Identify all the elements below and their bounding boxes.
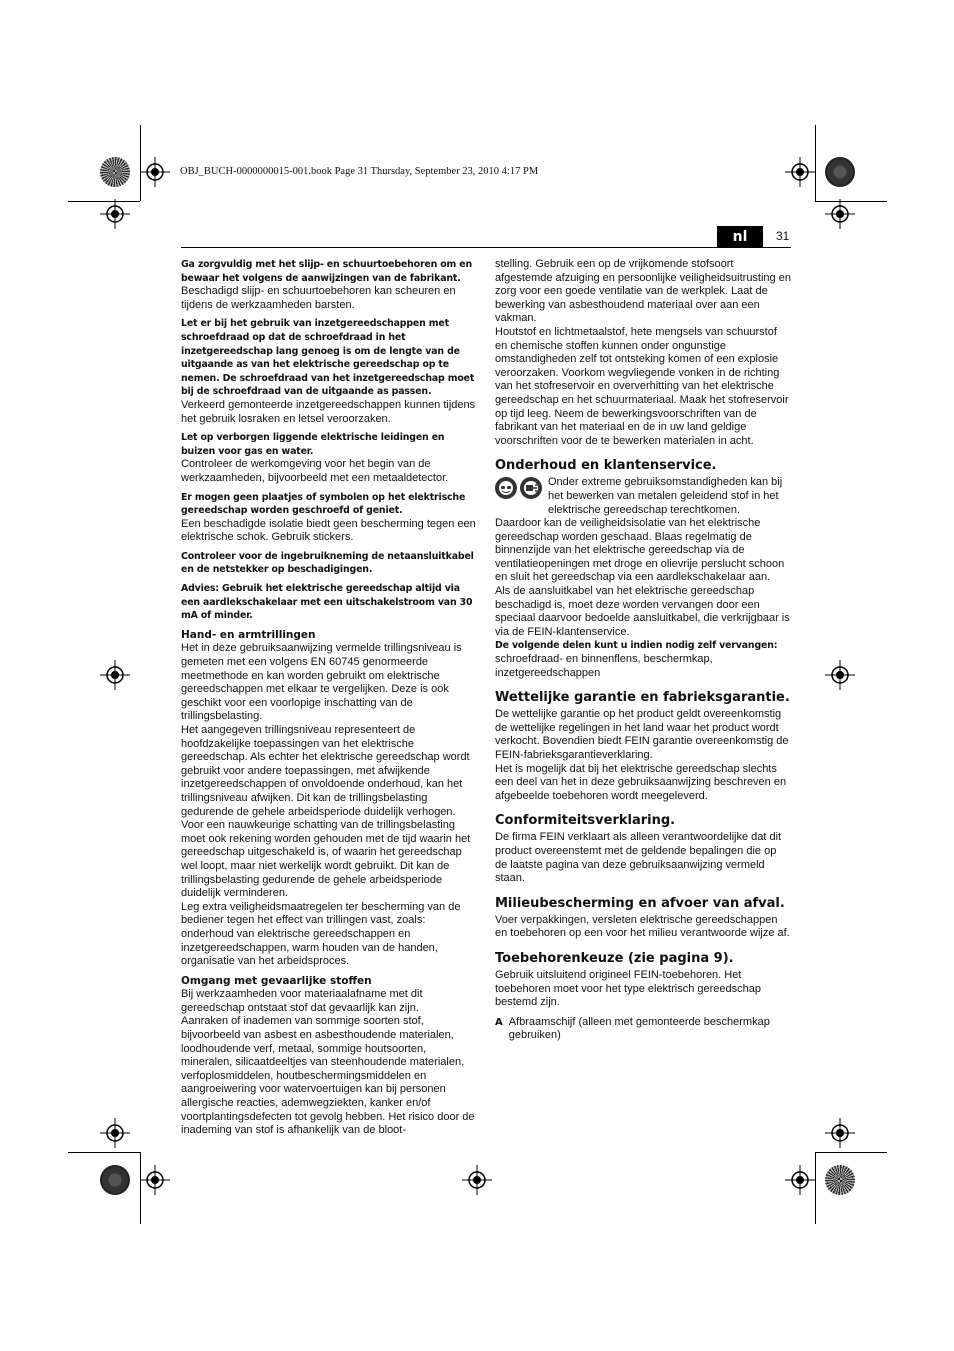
- paragraph: Een beschadigde isolatie biedt geen bescherming tegen een elektrische schok. Gebruik stickers.: [181, 517, 476, 544]
- paragraph: Als de aansluitkabel van het elektrische gereedschap beschadigd is, moet deze worden vervangen door een speciaal daarvoor bedoelde aansluitkabel, die verkrijgbaar is via de FEIN-klantenservice.: [495, 585, 790, 638]
- paragraph: De firma FEIN verklaart als alleen verantwoordelijke dat dit product overeenstemt met de geldende bepalingen die op de laatste pagina van deze gebruiksaanwijzing vermeld staan.: [495, 831, 782, 885]
- paragraph: Het aangegeven trillingsniveau representeert de hoofdzakelijke toepassingen van het elektrische gereedschap. Als echter het elektrische gereedschap wordt gebruikt voor andere toepassingen, met afwijkende inzetgereedschappen of onvoldoende onderhoud, kan het trillingsniveau afwijken. Dit kan de trillingsbelasting gedurende de gehele arbeidsperiode duidelijk verhogen.: [181, 724, 470, 818]
- eye-protection-icon: [495, 477, 517, 499]
- paragraph: Aanraken of inademen van sommige soorten stof, bijvoorbeeld van asbest en asbesthoudende materialen, loodhoudende verf, metaal, sommige houtsoorten, mineralen, silicaatdeeltjes van steenhoudende materialen, verfoplosmiddelen, houtbeschermingsmiddelen en aangroeiwering voor watervoertuigen kan bij personen allergische reacties, ademwegziekten, kanker en/of voortplantingsdefecten tot gevolg hebben. Het risico door de inademing van stof is afhankelijk van de bloot-: [181, 1015, 475, 1137]
- paragraph: Leg extra veiligheidsmaatregelen ter bescherming van de bediener tegen het effect van trillingen vast, zoals: onderhoud van elektrische gereedschappen en inzetgereedschappen, warm houden van de handen, organisatie van het arbeidsproces.: [181, 900, 461, 968]
- item-text: Afbraamschijf (alleen met gemonteerde beschermkap gebruiken): [508, 1015, 770, 1042]
- paragraph: Het is mogelijk dat bij het elektrische gereedschap slechts een deel van het in deze gebruiksaanwijzing beschreven en afgebeelde toebehoren wordt meegeleverd.: [495, 762, 787, 802]
- registration-mark-icon: [785, 157, 815, 187]
- page-number: 31: [776, 229, 790, 243]
- paragraph: Voor een nauwkeurige schatting van de trillingsbelasting moet ook rekening worden gehouden met de tijd waarin het gereedschap uitgeschakeld is, of waarin het gereedschap wel loopt, maar niet werkelijk wordt gebruikt. Dit kan de trillingsbelasting gedurende de gehele arbeidsperiode duidelijk verminderen.: [181, 819, 471, 900]
- crop-mark: [815, 125, 816, 201]
- section-heading: Wettelijke garantie en fabrieksgarantie.: [495, 690, 790, 706]
- registration-mark-icon: [825, 660, 855, 690]
- registration-mark-icon: [825, 199, 855, 229]
- section-subheading: Omgang met gevaarlijke stoffen: [181, 974, 372, 987]
- compressed-air-icon: [520, 477, 542, 499]
- crop-mark: [68, 1152, 140, 1153]
- paragraph: Verkeerd gemonteerde inzetgereedschappen kunnen tijdens het gebruik losraken en letsel veroorzaken.: [181, 398, 476, 425]
- print-header: OBJ_BUCH-0000000015-001.book Page 31 Thursday, September 23, 2010 4:17 PM: [180, 166, 539, 177]
- left-column: [181, 258, 476, 1138]
- paragraph: Houtstof en lichtmetaalstof, hete mengsels van schuurstof en chemische stoffen kunnen onder ongunstige omstandigheden zelf tot ontsteking komen of een explosie veroorzaken. Voorkom wegvliegende vonken in de richting van het stofreservoir en oververhitting van het elektrische gereedschap en het schuurmateriaal. Maak het stofreservoir op tijd leeg. Neem de bewerkingsvoorschriften van de fabrikant van het materiaal en de in uw land geldige voorschriften voor de te bewerken materialen in acht.: [495, 325, 789, 447]
- bold-line: De volgende delen kunt u indien nodig zelf vervangen:: [495, 640, 778, 652]
- right-column: [495, 258, 791, 1043]
- color-disc-icon: [100, 157, 130, 187]
- registration-mark-icon: [462, 1165, 492, 1195]
- registration-mark-icon: [785, 1165, 815, 1195]
- registration-mark-icon: [100, 199, 130, 229]
- registration-mark-icon: [100, 1118, 130, 1148]
- color-disc-icon: [825, 1165, 855, 1195]
- safety-heading: Er mogen geen plaatjes of symbolen op het elektrische gereedschap worden geschroefd of geniet.: [181, 491, 466, 517]
- paragraph: Gebruik uitsluitend origineel FEIN-toebehoren. Het toebehoren moet voor het type elektrisch gereedschap bestemd zijn.: [495, 968, 761, 1009]
- paragraph: Controleer de werkomgeving voor het begin van de werkzaamheden, bijvoorbeeld met een metaaldetector.: [181, 458, 449, 484]
- header-rule: [181, 247, 791, 248]
- registration-mark-icon: [140, 1165, 170, 1195]
- language-tag: nl: [717, 226, 763, 248]
- registration-mark-icon: [825, 1118, 855, 1148]
- section-heading: Milieubescherming en afvoer van afval.: [495, 895, 785, 911]
- list-item: [495, 1016, 791, 1043]
- paragraph: Het in deze gebruiksaanwijzing vermelde trillingsniveau is gemeten met een volgens EN 60745 genormeerde meetmethode en kan worden gebruikt om elektrische gereedschappen met elkaar te vergelijken. Deze is ook geschikt voor een voorlopige inschatting van de trillingsbelasting.: [181, 642, 462, 723]
- crop-mark: [815, 1152, 887, 1153]
- icon-paragraph: [495, 476, 791, 517]
- safety-heading: Let er bij het gebruik van inzetgereedschappen met schroefdraad op dat de schroefdraad in het inzetgereedschap lang genoeg is om de lengte van de uitgaande as van het elektrische gereedschap op te nemen. De schroefdraad van het inzetgereedschap moet bij de schroefdraad van de uitgaande as passen.: [181, 318, 475, 398]
- paragraph: schroefdraad- en binnenflens, beschermkap, inzetgereedschappen: [495, 653, 713, 679]
- color-disc-icon: [100, 1165, 130, 1195]
- section-heading: Conformiteitsverklaring.: [495, 813, 676, 829]
- crop-mark: [815, 1152, 816, 1224]
- section-heading: Onderhoud en klantenservice.: [495, 458, 717, 474]
- safety-heading: Controleer voor de ingebruikneming de netaansluitkabel en de netstekker op beschadigingen.: [181, 550, 474, 576]
- paragraph: stelling. Gebruik een op de vrijkomende stofsoort afgestemde afzuiging en persoonlijke veiligheidsuitrusting en zorg voor een goede ventilatie van de werkplek. Laat de bewerking van asbesthoudend materiaal over aan een vakman.: [495, 258, 791, 325]
- section-heading: Toebehorenkeuze (zie pagina 9).: [495, 950, 734, 966]
- registration-mark-icon: [140, 157, 170, 187]
- warning-icons: [495, 476, 542, 517]
- paragraph: Daardoor kan de veiligheidsisolatie van het elektrische gereedschap worden geschaad. Blaas regelmatig de binnenzijde van het elektrische gereedschap via de ventilatieopeningen met droge en olievrije perslucht schoon en sluit het gereedschap via een aardlekschakelaar aan.: [495, 517, 785, 584]
- safety-heading: Ga zorgvuldig met het slijp- en schuurtoebehoren om en bewaar het volgens de aanwijzingen van de fabrikant.: [181, 259, 473, 284]
- item-label: A: [495, 1016, 503, 1028]
- color-disc-icon: [825, 157, 855, 187]
- paragraph: Voer verpakkingen, versleten elektrische gereedschappen en toebehoren op een voor het milieu verantwoorde wijze af.: [495, 913, 790, 940]
- registration-mark-icon: [100, 660, 130, 690]
- paragraph: Onder extreme gebruiksomstandigheden kan bij het bewerken van metalen geleidend stof in het elektrische gereedschap terechtkomen.: [548, 476, 783, 516]
- paragraph: Beschadigd slijp- en schuurtoebehoren kan scheuren en tijdens de werkzaamheden barsten.: [181, 285, 456, 311]
- paragraph: Bij werkzaamheden voor materiaalafname met dit gereedschap ontstaat stof dat gevaarlijk kan zijn.: [181, 988, 423, 1014]
- safety-heading: Let op verborgen liggende elektrische leidingen en buizen voor gas en water.: [181, 432, 445, 457]
- paragraph: De wettelijke garantie op het product geldt overeenkomstig de wettelijke regelingen in het land waar het product wordt verkocht. Bovendien biedt FEIN garantie overeenkomstig de FEIN-fabrieksgarantieverklaring.: [495, 708, 789, 761]
- section-subheading: Hand- en armtrillingen: [181, 628, 316, 641]
- safety-heading: Advies: Gebruik het elektrische gereedschap altijd via een aardlekschakelaar met een uitschakelstroom van 30 mA of minder.: [181, 583, 473, 622]
